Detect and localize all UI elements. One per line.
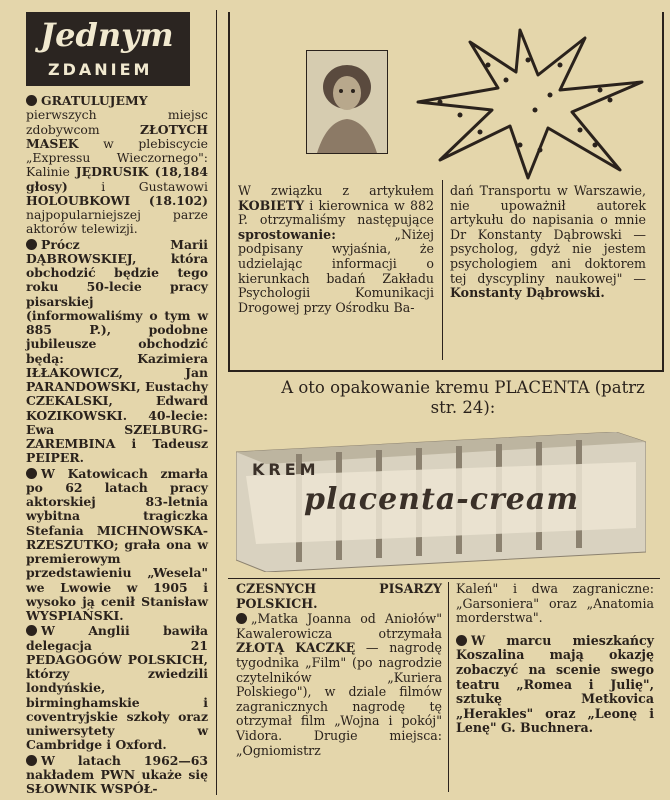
bottom-col-2-b [456,634,654,736]
bottom-col-1-a: CZESNYCH PISARZY POLSKICH. [236,581,442,611]
correction-col-1: W związku z artykułem KOBIETY i kierownica w 882 P. otrzymaliśmy następujące sprostowanie: „Niżej podpisany wyjaśnia, że udzielając informacji o kierunkach badań Zakładu Psychologii Komunikacji Drogowej przy Ośrodku Ba- [238,183,434,315]
section-logo [26,12,190,86]
news-item-text: Prócz Marii DĄBROWSKIEJ, która obchodzić będzie tego roku 50-lecie pracy pisarskiej (informowaliśmy o tym w 885 P.), podobne jubileusze obchodzić będą: Kazimiera IŁŁAKOWICZ, Jan PARANDOWSKI, Eustachy CZEKALSKI, Edward KOZIKOWSKI. 40-lecie: Ewa SZELBURG-ZAREMBINA i Tadeusz PEIPER. [26,236,208,466]
left-column [26,94,208,797]
logo-title: Jednym [40,16,174,54]
starfish-illustration [410,20,650,180]
news-item [26,467,208,624]
bottom-col-2-a: Kaleń" i dwa zagraniczne: „Garsoniera" oraz „Anatomia morderstwa". [456,581,654,626]
bottom-top-rule [228,578,660,579]
news-item [26,238,208,466]
bullet-icon [456,635,467,646]
news-item-text: GRATULUJEMY pierwszych miejsc zdobywcom ZŁOTYCH MASEK w plebiscycie „Expressu Wieczornego": Kalinie JĘDRUSIK (18,184 głosy) i Gustawowi HOLOUBKOWI (18.102) najpopularniejszej parze aktorów telewizji. [26,93,208,237]
bullet-icon [26,239,37,250]
bottom-col-2 [456,582,654,737]
logo-subtitle: ZDANIEM [48,60,153,79]
portrait-photo [306,50,388,154]
package-text [236,432,646,572]
bullet-icon [26,468,37,479]
news-item-text: W latach 1962—63 nakładem PWN ukaże się SŁOWNIK WSPÓŁ- [26,752,208,796]
news-item-text: W Anglii bawiła delegacja 21 PEDAGOGÓW POLSKICH, którzy zwiedzili londyńskie, birminghamskie i coventryjskie szkoły oraz uniwersytety w Cambridge i Oxford. [26,623,208,753]
bottom-divider [448,582,449,792]
bullet-icon [26,755,37,766]
news-item [26,624,208,752]
correction-divider [442,180,443,360]
news-item [26,754,208,797]
bottom-col-1-b [236,612,442,758]
package-headline: A oto opakowanie kremu PLACENTA (patrz str. 24): [281,378,645,417]
correction-col-2: dań Transportu w Warszawie, nie upoważnił autorek artykułu do napisania o mnie Dr Konstanty Dąbrowski — psycholog, gdyż nie jestem psychologiem ani doktorem tej dyscypliny naukowej" — Konstanty Dąbrowski. [450,183,646,301]
bottom-col-1-b-text: „Matka Joanna od Aniołów" Kawalerowicza otrzymała ZŁOTĄ KACZKĘ — nagrodę tygodnika „Film" (po nagrodzie czytelników „Kuriera Polskiego"), w dziale filmów zagranicznych nagrodę tę otrzymał film „Wojna i pokój" Vidora. Drugie miejsca: „Ogniomistrz [236,611,442,758]
news-item-text: W Katowicach zmarła po 62 latach pracy aktorskiej 83-letnia wybitna tragiczka Stefania MICHNOWSKA-RZESZUTKO; grała ona w premierowym przedstawieniu „Wesela" we Lwowie w 1905 i wysoko ją cenił Stanisław WYSPIAŃSKI. [26,465,208,623]
bullet-icon [26,95,37,106]
bullet-icon [26,625,37,636]
news-item [26,94,208,237]
bottom-col-2-b-text: W marcu mieszkańcy Koszalina mają okazję zobaczyć na scenie swego teatru „Romea i Julię", sztukę Metkovica „Herakles" oraz „Leonę i Lenę" G. Buchnera. [456,632,654,736]
package-label: KREM [252,460,320,479]
bullet-icon [236,613,247,624]
column-divider [216,10,217,795]
bottom-col-1 [236,582,442,759]
package-brand: placenta-cream [304,482,580,517]
